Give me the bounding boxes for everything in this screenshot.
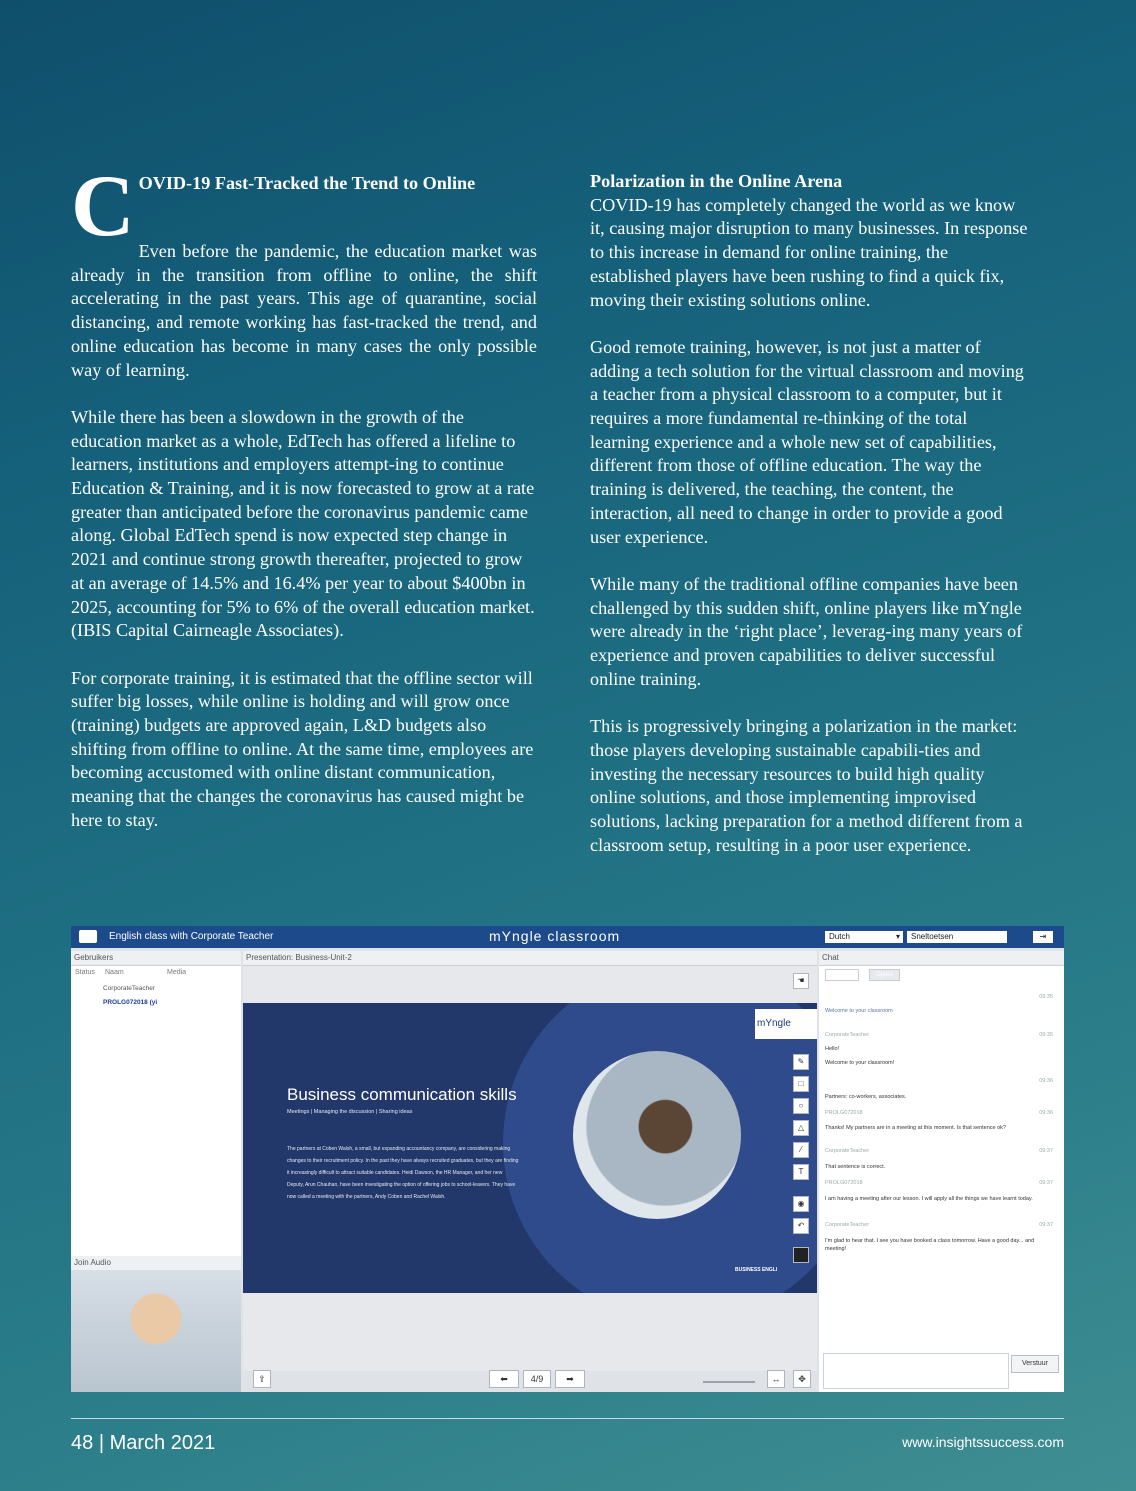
slide-photo <box>573 1051 741 1219</box>
window-icon <box>79 930 97 943</box>
chat-panel-title: Chat <box>819 951 1064 966</box>
fit-width-icon[interactable]: ↔ <box>767 1370 785 1388</box>
chat-sender: CorporateTeacher <box>825 1148 870 1154</box>
left-paragraph: While there has been a slowdown in the growth of the education market as a whole, EdTech has offered a lifeline to learners, institutions and employers attempt-ing to continue Education & Training, and it is now forecasted to grow at a rate greater than anticipated before the coronavirus pandemic came along. Global EdTech spend is now expected step change in 2021 and continue strong growth thereafter, projected to grow at an average of 14.5% and 16.4% per year to about $400bn in 2025, accounting for 5% to 6% of the overall education market. (IBIS Capital Cairneagle Associates). <box>71 406 535 641</box>
computer-icon: ▣ <box>83 999 90 1006</box>
users-panel <box>71 951 241 1261</box>
user-row[interactable]: ▣ PROLG072018 (yi <box>71 997 241 1009</box>
chat-sender: CorporateTeacher <box>825 1032 870 1038</box>
right-paragraph: Good remote training, however, is not just a matter of adding a tech solution for the virtual classroom and moving a teacher from a physical classroom to a computer, but it requires a more fundamental re-thinking of the total learning experience and a whole new set of capabilities, different from those of offline education. The way the training is delivered, the teaching, the content, the interaction, all need to change in order to provide a good user experience. <box>590 336 1024 547</box>
circle-icon[interactable]: ○ <box>793 1098 809 1114</box>
webcam-video <box>71 1270 241 1392</box>
slide-brand: mYngle <box>755 1009 817 1039</box>
slide-subheading: Meetings | Managing the discussion | Sharing ideas <box>287 1109 413 1115</box>
column-header: Status <box>75 969 95 976</box>
chat-message: I am having a meeting after our lesson. I will apply all the things we have learnt today. <box>825 1196 1033 1202</box>
audio-panel-title: Join Audio <box>71 1256 241 1271</box>
pencil-icon[interactable]: ✎ <box>793 1054 809 1070</box>
user-icon: ♟ <box>83 985 89 992</box>
chat-message: Partners: co-workers, associates. <box>825 1094 907 1100</box>
issue-date: March 2021 <box>109 1432 216 1454</box>
chat-time: 09:36 <box>1039 1078 1053 1084</box>
send-button[interactable]: Verstuur <box>1011 1355 1059 1373</box>
website-url: www.insightssuccess.com <box>902 1434 1064 1450</box>
chat-message: Welcome to your classroom <box>825 1008 893 1014</box>
zoom-slider[interactable] <box>703 1381 755 1383</box>
page-number: 48 <box>71 1432 94 1454</box>
right-paragraph: While many of the traditional offline companies have been challenged by this sudden shift, online players like mYngle were already in the ‘right place’, leverag-ing many years of experience and proven capabilities to deliver successful online training. <box>590 573 1023 689</box>
tab-options[interactable]: Opties <box>869 969 900 981</box>
chat-input[interactable] <box>823 1353 1009 1389</box>
chat-sender: PROLG072018 <box>825 1180 863 1186</box>
right-paragraph: COVID-19 has completely changed the world as we know it, causing major disruption to many businesses. In response to this increase in demand for online training, the established players have been rushing to find a quick fix, moving their existing solutions online. <box>590 194 1028 310</box>
slide <box>243 1003 817 1293</box>
right-column <box>590 170 1030 881</box>
slide-body: The partners at Coben Walsh, a small, but expanding accountancy company, are considering making changes to their recruitment policy. In the past they have always recruited graduates, but they are finding it increasingly difficult to attract suitable candidates. Heidi Dawson, the HR Manager, and her new Deputy, Arun Chauhan, have been investigating the option of offering jobs to school-leavers. They have now called a meeting with the partners, Andy Coben and Rachel Walsh. <box>287 1146 519 1200</box>
slide-footer-label: BUSINESS ENGLI <box>735 1267 778 1273</box>
page-footer <box>71 1432 215 1455</box>
left-heading: OVID-19 Fast-Tracked the Trend to Online <box>138 173 476 193</box>
triangle-icon[interactable]: △ <box>793 1120 809 1136</box>
right-heading: Polarization in the Online Arena <box>590 171 843 191</box>
footer-rule <box>71 1418 1064 1419</box>
chat-time: 09:37 <box>1039 1148 1053 1154</box>
undo-icon[interactable]: ↶ <box>793 1218 809 1234</box>
app-titlebar <box>71 926 1064 948</box>
user-row[interactable]: ♟ CorporateTeacher <box>71 983 241 995</box>
chat-sender: PROLG072018 <box>825 1110 863 1116</box>
chat-time: 09:35 <box>1039 994 1053 1000</box>
rectangle-icon[interactable]: □ <box>793 1076 809 1092</box>
chat-time: 09:36 <box>1039 1110 1053 1116</box>
eraser-icon[interactable]: ◉ <box>793 1196 809 1212</box>
pointer-icon[interactable]: ☚ <box>793 973 809 989</box>
slide-heading: Business communication skills <box>287 1085 517 1104</box>
chat-message: Thanks! My partners are in a meeting at this moment. Is that sentence ok? <box>825 1125 1006 1131</box>
left-paragraph: For corporate training, it is estimated that the offline sector will suffer big losses, while online is holding and will grow once (training) budgets are approved again, L&D budgets also shifting from offline to online. At the same time, employees are becoming accustomed with online distant communication, meaning that the changes the coronavirus has caused might be here to stay. <box>71 667 534 830</box>
right-paragraph: This is progressively bringing a polarization in the market: those players developing sustainable capabili-ties and investing the necessary resources to build high quality online solutions, and those implementing improvised solutions, lacking preparation for a method different from a classroom setup, resulting in a poor user experience. <box>590 716 1023 855</box>
page-indicator: 4/9 <box>523 1370 551 1388</box>
left-paragraph: Even before the pandemic, the education market was already in the transition from offline to online, the shift accelerating in the past years. This age of quarantine, social distancing, and remote working has fast-tracked the trend, and online education has become in many cases the only possible way of learning. <box>71 241 537 380</box>
move-icon[interactable]: ✥ <box>793 1370 811 1388</box>
language-select[interactable]: Dutch ▾ <box>825 931 903 943</box>
presentation-title: Presentation: Business-Unit-2 <box>243 951 817 966</box>
exit-icon[interactable]: ⇥ <box>1033 931 1053 943</box>
chat-message: I'm glad to hear that. I see you have booked a class tomorrow. Have a good day... and meeting! <box>825 1238 1035 1252</box>
chat-message: Hello! <box>825 1046 840 1052</box>
chat-time: 09:37 <box>1039 1180 1053 1186</box>
drop-cap: C <box>71 158 135 255</box>
color-swatch-icon[interactable] <box>793 1247 809 1263</box>
text-icon[interactable]: T <box>793 1164 809 1180</box>
line-icon[interactable]: ⁄ <box>793 1142 809 1158</box>
column-header: Naam <box>105 969 124 976</box>
chat-message: Welcome to your classroom! <box>825 1060 895 1066</box>
footer-separator: | <box>98 1432 105 1454</box>
chat-message: That sentence is correct. <box>825 1164 886 1170</box>
chat-time: 09:35 <box>1039 1032 1053 1038</box>
column-header: Media <box>167 969 187 976</box>
next-slide-button[interactable]: ➡ <box>555 1370 585 1388</box>
audio-panel <box>71 1256 241 1392</box>
shortcut-button[interactable]: Sneltoetsen <box>907 931 1007 943</box>
chat-sender: CorporateTeacher <box>825 1222 870 1228</box>
window-title: English class with Corporate Teacher <box>109 931 274 942</box>
chat-panel <box>819 951 1064 1392</box>
upload-icon[interactable]: ⇪ <box>253 1370 271 1388</box>
classroom-screenshot <box>71 926 1064 1392</box>
chat-time: 09:37 <box>1039 1222 1053 1228</box>
presentation-panel <box>243 951 817 1371</box>
app-logo: mYngle classroom <box>489 928 621 944</box>
tab-everyone[interactable]: Iedereen <box>825 969 859 981</box>
previous-slide-button[interactable]: ⬅ <box>489 1370 519 1388</box>
chevron-down-icon: ▾ <box>895 932 900 941</box>
left-column <box>71 158 537 856</box>
users-panel-title: Gebruikers <box>71 951 241 966</box>
